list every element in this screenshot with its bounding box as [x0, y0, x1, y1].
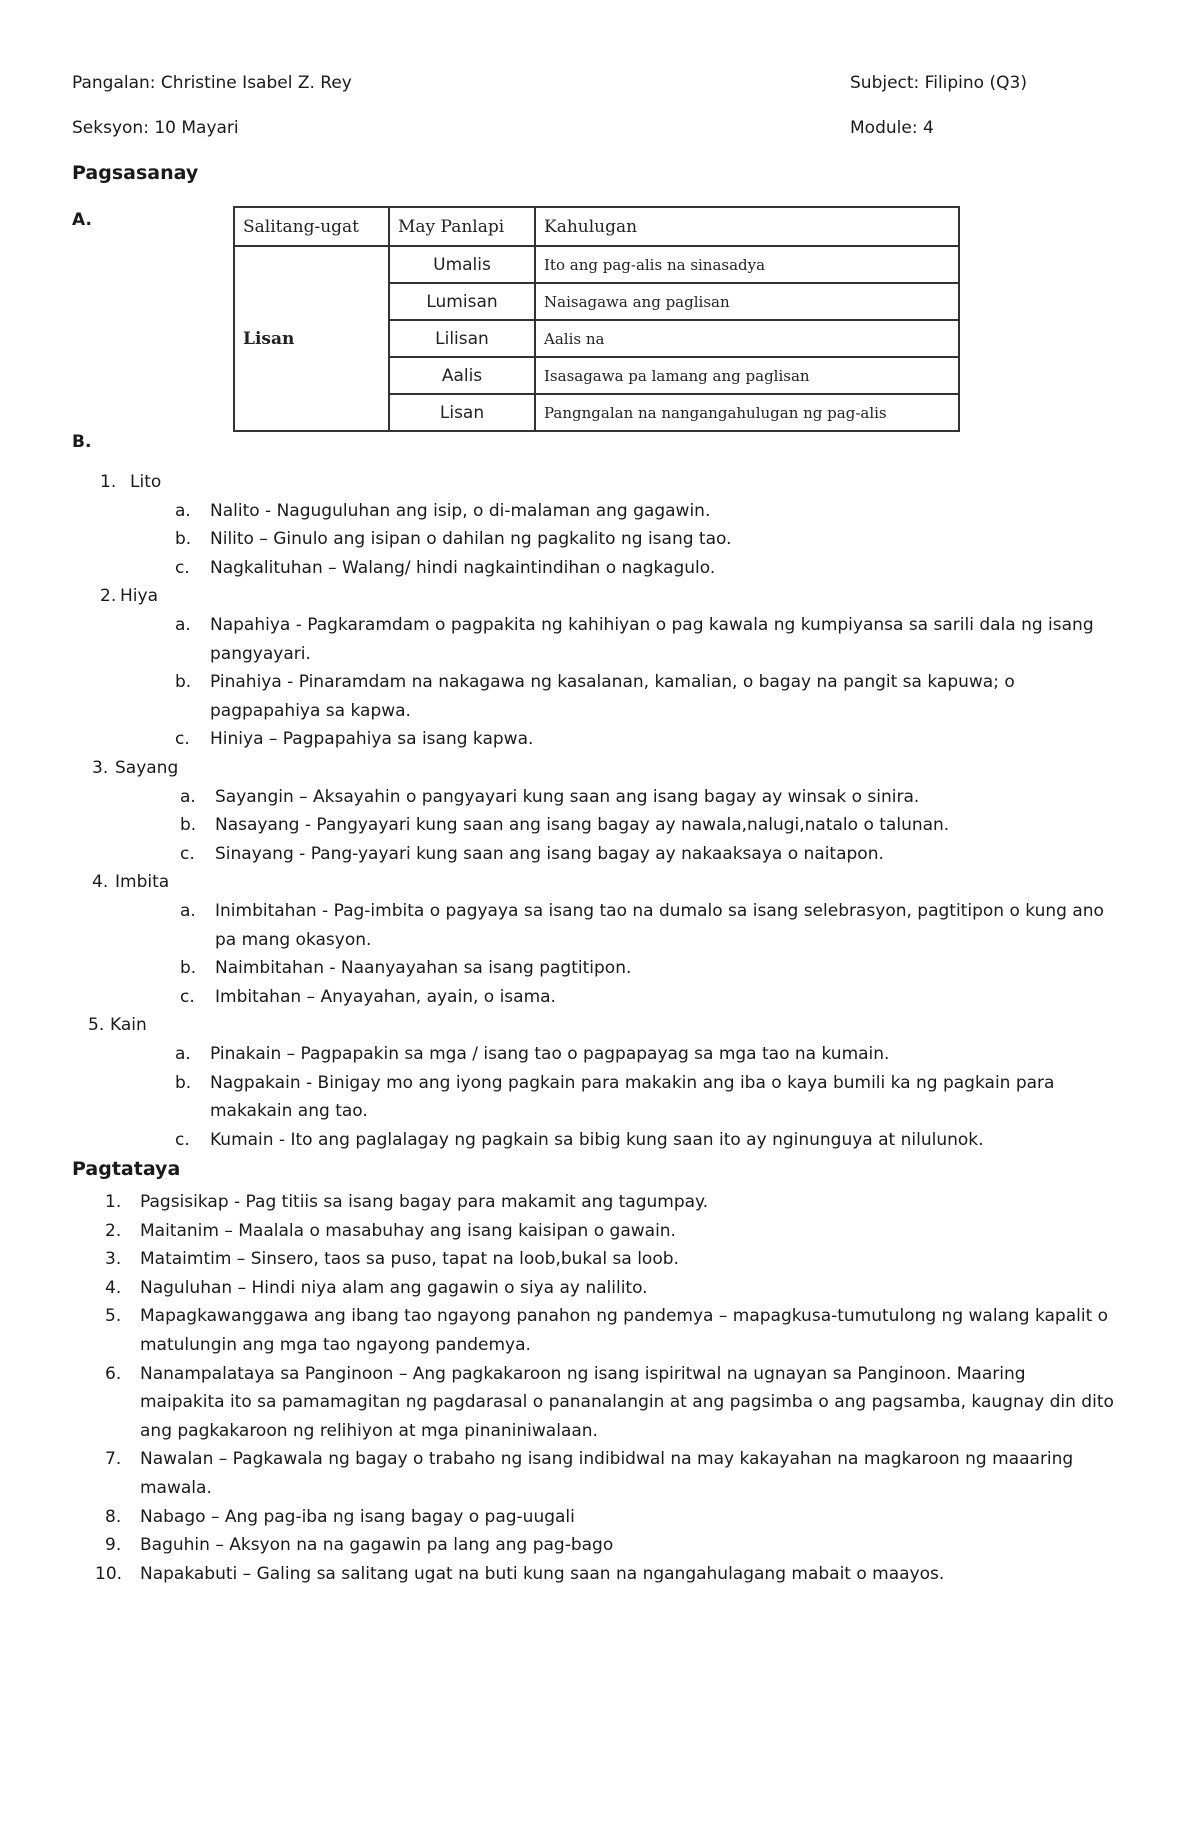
root-word: Imbita — [115, 872, 170, 893]
table-header-cell: May Panlapi — [389, 207, 535, 246]
definition-line: Pinakain – Pagpapakin sa mga / isang tao o pagpapayag sa mga tao na kumain. — [210, 1044, 890, 1064]
definition-line: Naimbitahan - Naanyayahan sa isang pagtitipon. — [215, 958, 632, 979]
table-header-row — [234, 207, 959, 246]
root-word: Kain — [110, 1015, 147, 1036]
definition-line: Pinahiya - Pinaramdam na nakagawa ng kasalanan, kamalian, o bagay na pangit sa kapuwa; o — [210, 672, 1015, 693]
word-number: 4. — [92, 872, 109, 893]
table-header-cell: Salitang-ugat — [234, 207, 389, 246]
meaning-cell: Aalis na — [535, 320, 959, 357]
pagtataya-line: matulungin ang mga tao ngayong pandemya. — [140, 1335, 531, 1355]
subject-label: Subject: Filipino (Q3) — [850, 73, 1027, 93]
item-letter: a. — [180, 901, 196, 921]
item-letter: b. — [175, 672, 192, 693]
pagtataya-line: Pagsisikap - Pag titiis sa isang bagay para makamit ang tagumpay. — [140, 1192, 709, 1212]
definition-line: Inimbitahan - Pag-imbita o pagyaya sa isang tao na dumalo sa isang selebrasyon, pagtitipon o kung ano — [215, 901, 1104, 921]
part-b-label: B. — [72, 432, 92, 452]
affixed-word-cell: Lumisan — [389, 283, 535, 320]
definition-line: Nalito - Naguguluhan ang isip, o di-malaman ang gagawin. — [210, 500, 711, 521]
pagsasanay-heading: Pagsasanay — [72, 162, 199, 184]
definition-line: Sinayang - Pang-yayari kung saan ang isang bagay ay nakaaksaya o naitapon. — [215, 843, 884, 864]
item-letter: b. — [180, 958, 197, 979]
part-a-label: A. — [72, 210, 92, 230]
affixed-word-cell: Aalis — [389, 357, 535, 394]
pagtataya-line: ang pagkakaroon ng relihiyon at mga pinaniniwalaan. — [140, 1420, 598, 1441]
pagtataya-line: Baguhin – Aksyon na na gagawin pa lang ang pag-bago — [140, 1535, 614, 1556]
item-letter: a. — [175, 1044, 191, 1064]
item-letter: c. — [175, 729, 190, 750]
definition-line: Nasayang - Pangyayari kung saan ang isang bagay ay nawala,nalugi,natalo o talunan. — [215, 815, 950, 836]
pagtataya-line: mawala. — [140, 1478, 212, 1498]
word-number: 3. — [92, 758, 109, 778]
pagtataya-number: 1. — [105, 1192, 122, 1212]
module-label: Module: 4 — [850, 118, 934, 138]
definition-line: makakain ang tao. — [210, 1101, 368, 1122]
root-word: Hiya — [120, 586, 158, 607]
item-letter: c. — [175, 1129, 190, 1150]
definition-line: Napahiya - Pagkaramdam o pagpakita ng kahihiyan o pag kawala ng kumpiyansa sa sarili dala ng isang — [210, 615, 1094, 635]
pagtataya-number: 8. — [105, 1506, 122, 1527]
item-letter: b. — [180, 815, 197, 836]
meaning-cell: Naisagawa ang paglisan — [535, 283, 959, 320]
definition-line: Nilito – Ginulo ang isipan o dahilan ng pagkalito ng isang tao. — [210, 529, 732, 550]
item-letter: c. — [180, 986, 195, 1007]
affixed-word-cell: Umalis — [389, 246, 535, 283]
definition-line: pa mang okasyon. — [215, 929, 372, 950]
root-word: Lito — [130, 472, 162, 492]
item-letter: b. — [175, 1072, 192, 1093]
root-word-cell: Lisan — [234, 246, 389, 431]
pagtataya-number: 3. — [105, 1249, 122, 1270]
table-header-cell: Kahulugan — [535, 207, 959, 246]
pagtataya-line: Naguluhan – Hindi niya alam ang gagawin o siya ay nalilito. — [140, 1277, 648, 1298]
meaning-cell: Ito ang pag-alis na sinasadya — [535, 246, 959, 283]
item-letter: c. — [175, 557, 190, 578]
item-letter: a. — [175, 615, 191, 635]
item-letter: c. — [180, 843, 195, 864]
pagtataya-line: Nanampalataya sa Panginoon – Ang pagkakaroon ng isang ispiritwal na ugnayan sa Panginoon. Maaring — [140, 1363, 1026, 1384]
pagtataya-line: Maitanim – Maalala o masabuhay ang isang kaisipan o gawain. — [140, 1220, 676, 1241]
pagtataya-line: maipakita ito sa pamamagitan ng pagdarasal o pananalangin at ang pagsimba o ang pagsamba, kaugnay din dito — [140, 1392, 1114, 1413]
pagtataya-number: 4. — [105, 1277, 122, 1298]
table-row — [234, 246, 959, 283]
pagtataya-line: Mapagkawanggawa ang ibang tao ngayong panahon ng pandemya – mapagkusa-tumutulong ng walang kapalit o — [140, 1306, 1109, 1327]
definition-line: pagpapahiya sa kapwa. — [210, 700, 411, 721]
item-letter: b. — [175, 529, 192, 550]
definition-line: Imbitahan – Anyayahan, ayain, o isama. — [215, 986, 556, 1007]
pagtataya-number: 5. — [105, 1306, 122, 1327]
word-number: 2. — [100, 586, 117, 607]
pagtataya-number: 2. — [105, 1220, 122, 1241]
vocabulary-table — [233, 206, 960, 432]
meaning-cell: Isasagawa pa lamang ang paglisan — [535, 357, 959, 394]
section-label: Seksyon: 10 Mayari — [72, 118, 239, 138]
pagtataya-number: 7. — [105, 1449, 122, 1470]
affixed-word-cell: Lilisan — [389, 320, 535, 357]
word-number: 5. — [88, 1015, 105, 1036]
pagtataya-heading: Pagtataya — [72, 1158, 181, 1180]
definition-line: Sayangin – Aksayahin o pangyayari kung saan ang isang bagay ay winsak o sinira. — [215, 786, 920, 807]
item-letter: a. — [180, 786, 196, 807]
definition-line: Nagkalituhan – Walang/ hindi nagkaintindihan o nagkagulo. — [210, 557, 716, 578]
affixed-word-cell: Lisan — [389, 394, 535, 431]
definition-line: Nagpakain - Binigay mo ang iyong pagkain para makakin ang iba o kaya bumili ka ng pagkain para — [210, 1072, 1055, 1093]
definition-line: pangyayari. — [210, 643, 311, 664]
pagtataya-line: Nawalan – Pagkawala ng bagay o trabaho ng isang indibidwal na may kakayahan na magkaroon ng maaaring — [140, 1449, 1074, 1470]
pagtataya-number: 6. — [105, 1363, 122, 1384]
item-letter: a. — [175, 500, 191, 521]
student-name: Pangalan: Christine Isabel Z. Rey — [72, 73, 352, 93]
root-word: Sayang — [115, 758, 179, 778]
pagtataya-line: Mataimtim – Sinsero, taos sa puso, tapat na loob,bukal sa loob. — [140, 1249, 679, 1270]
definition-line: Hiniya – Pagpapahiya sa isang kapwa. — [210, 729, 534, 750]
pagtataya-line: Napakabuti – Galing sa salitang ugat na buti kung saan na ngangahulagang mabait o maayos. — [140, 1563, 945, 1584]
definition-line: Kumain - Ito ang paglalagay ng pagkain sa bibig kung saan ito ay nginunguya at nilulunok. — [210, 1129, 984, 1150]
word-number: 1. — [100, 472, 117, 492]
pagtataya-line: Nabago – Ang pag-iba ng isang bagay o pag-uugali — [140, 1506, 575, 1527]
meaning-cell: Pangngalan na nangangahulugan ng pag-alis — [535, 394, 959, 431]
pagtataya-number: 10. — [95, 1563, 123, 1584]
pagtataya-number: 9. — [105, 1535, 122, 1556]
